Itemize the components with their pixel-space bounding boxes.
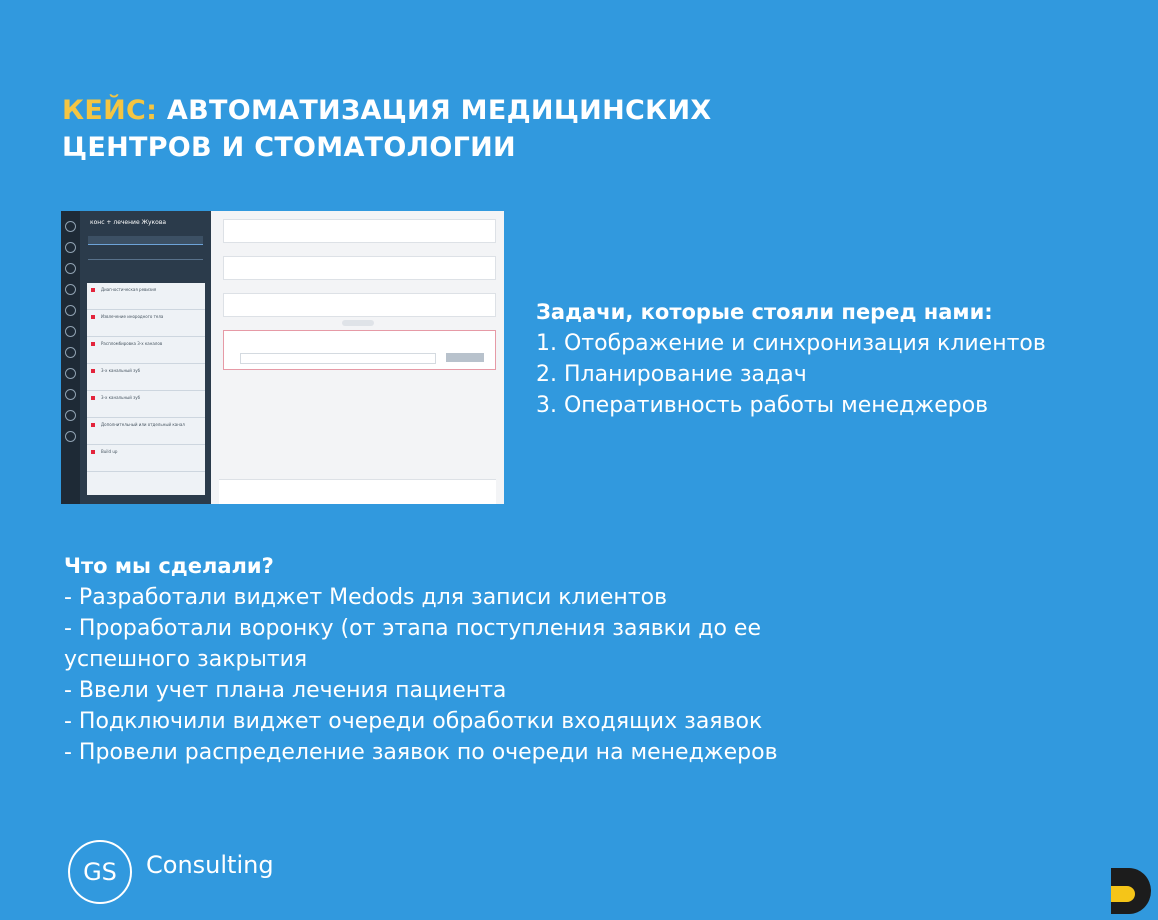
done-item: успешного закрытия — [64, 647, 308, 672]
screenshot-rail — [61, 211, 80, 504]
screenshot-plan-list: Диагностическая ревизия Извлечение инородного тела Распломбировка 3-х каналов 3-х канальный зуб 3-х канальный зуб Дополнительный или отдельный канал Build up — [87, 283, 205, 495]
done-heading: Что мы сделали? — [64, 554, 274, 578]
crm-screenshot — [61, 211, 504, 504]
task-item: 1. Отображение и синхронизация клиентов — [536, 331, 1046, 356]
logo-mark: GS — [83, 858, 117, 886]
task-item: 2. Планирование задач — [536, 362, 807, 387]
done-block — [64, 551, 1064, 768]
title — [62, 92, 862, 166]
tasks-heading: Задачи, которые стояли перед нами: — [536, 300, 993, 324]
gs-logo — [68, 840, 132, 904]
done-item: - Ввели учет плана лечения пациента — [64, 678, 507, 703]
title-line1: АВТОМАТИЗАЦИЯ МЕДИЦИНСКИХ — [157, 95, 712, 126]
done-item: - Провели распределение заявок по очереди на менеджеров — [64, 740, 778, 765]
screenshot-feed — [211, 211, 504, 504]
logo-wordmark: Consulting — [146, 851, 274, 879]
corner-logo-icon — [1103, 864, 1153, 918]
done-item: - Проработали воронку (от этапа поступления заявки до ее — [64, 616, 761, 641]
tasks-block — [536, 297, 1146, 421]
done-item: - Подключили виджет очереди обработки входящих заявок — [64, 709, 763, 734]
title-accent: КЕЙС: — [62, 95, 158, 126]
done-item: - Разработали виджет Medods для записи клиентов — [64, 585, 668, 610]
title-line2: ЦЕНТРОВ И СТОМАТОЛОГИИ — [62, 132, 516, 163]
screenshot-deal-title: конс + лечение Жукова — [90, 219, 167, 226]
task-item: 3. Оперативность работы менеджеров — [536, 393, 989, 418]
